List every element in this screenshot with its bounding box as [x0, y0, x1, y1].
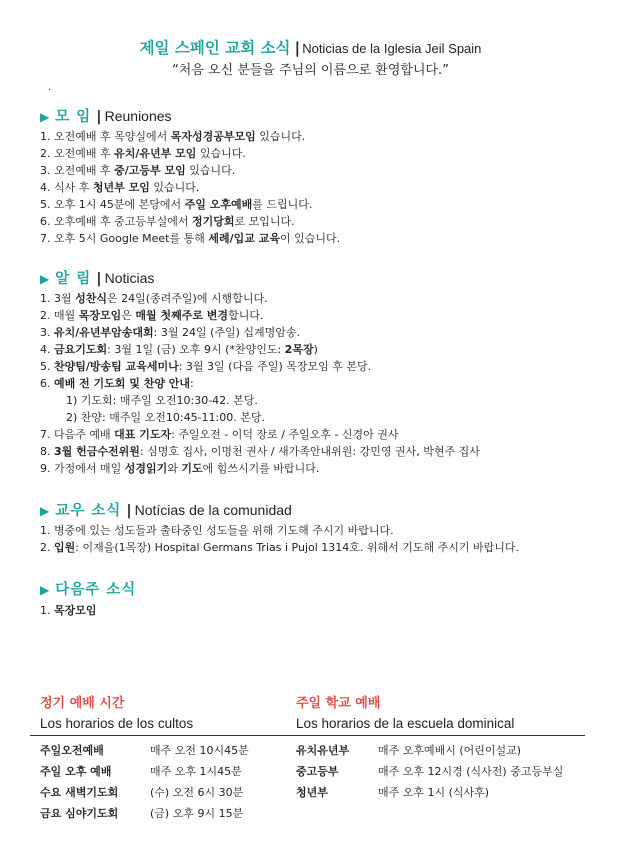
- worship-title-spanish: Los horarios de los cultos: [40, 716, 194, 731]
- schedule-row: [40, 740, 249, 761]
- section-heading: [40, 268, 600, 290]
- list-item: [40, 290, 600, 307]
- item-text: 합니다.: [228, 309, 264, 322]
- section-meetings: [40, 106, 600, 247]
- sunday-school-title-spanish: Los horarios de la escuela dominical: [296, 716, 515, 731]
- item-text: 3.: [40, 326, 54, 339]
- emphasis-text: 목장모임: [54, 604, 97, 617]
- item-text: 1. 오전예배 후 목양실에서: [40, 130, 171, 143]
- item-text: ): [313, 343, 318, 356]
- list-item: [40, 409, 600, 426]
- list-item: [40, 426, 600, 443]
- section-heading: [40, 580, 600, 602]
- heading-korean: 모 임: [55, 109, 92, 125]
- item-text: : 3월 24일 (주일) 십계명암송.: [153, 326, 301, 339]
- emphasis-text: 2목장: [284, 343, 314, 356]
- sunday-school-schedule: [296, 740, 563, 803]
- play-arrow-icon: ▶: [40, 110, 50, 124]
- service-time: 매주 오후 1시 (식사후): [378, 786, 490, 799]
- item-text: 있습니다.: [149, 181, 200, 194]
- item-text: 있습니다.: [185, 164, 236, 177]
- emphasis-text: 세례/입교 교육: [208, 232, 280, 245]
- list-item: [40, 230, 600, 247]
- service-name: 주일 오후 예배: [40, 765, 112, 778]
- item-text: 1. 병중에 있는 성도들과 출타중인 성도들을 위해 기도해 주시기 바랍니다.: [40, 524, 394, 537]
- emphasis-text: 매월 첫째주로 변경: [135, 309, 229, 322]
- item-text: 1.: [40, 604, 54, 617]
- service-name: 금요 심야기도회: [40, 807, 119, 820]
- worship-times-heading: [40, 695, 193, 733]
- list-item: [40, 375, 600, 392]
- service-name: 청년부: [296, 786, 328, 799]
- item-text: 로 모입니다.: [234, 215, 295, 228]
- divider: [30, 735, 585, 736]
- play-arrow-icon: ▶: [40, 272, 50, 286]
- item-text: : 3월 3일 (다음 주일) 목장모임 후 본당.: [178, 360, 372, 373]
- schedule-row: [296, 782, 563, 803]
- item-text: 이 있습니다.: [279, 232, 341, 245]
- item-text: 2. 매월: [40, 309, 79, 322]
- list-item: [40, 179, 600, 196]
- heading-separator: |: [96, 109, 102, 125]
- item-text: 7. 다음주 예배: [40, 428, 115, 441]
- service-time: (금) 오후 9시 15분: [150, 807, 244, 820]
- emphasis-text: 입원: [54, 541, 76, 554]
- sunday-school-title-korean: 주일 학교 예배: [296, 696, 381, 711]
- list-item: [40, 307, 600, 324]
- play-arrow-icon: ▶: [40, 583, 50, 597]
- worship-title-korean: 정기 예배 시간: [40, 696, 125, 711]
- emphasis-text: 금요기도회: [54, 343, 108, 356]
- item-text: 2) 찬양: 매주일 오전10:45-11:00. 본당.: [66, 411, 265, 424]
- list-item: [40, 196, 600, 213]
- emphasis-text: 정기당회: [192, 215, 235, 228]
- emphasis-text: 유치/유년부암송대회: [54, 326, 154, 339]
- list-item: [40, 213, 600, 230]
- heading-separator: |: [96, 271, 102, 287]
- section-next-week: [40, 580, 600, 619]
- heading-spanish: Notícias de la comunidad: [134, 502, 292, 518]
- item-text: 2. 오전예배 후: [40, 147, 115, 160]
- stray-dot: .: [48, 82, 52, 93]
- list-item: [40, 602, 600, 619]
- item-text: 3. 오전예배 후: [40, 164, 115, 177]
- section-community: [40, 500, 600, 556]
- schedule-row: [40, 761, 249, 782]
- emphasis-text: 3월 헌금수전위원: [54, 445, 140, 458]
- page-title: [0, 38, 621, 59]
- section-heading: [40, 500, 600, 522]
- service-time: (수) 오전 6시 30분: [150, 786, 244, 799]
- item-text: :: [190, 377, 194, 390]
- list-item: [40, 443, 600, 460]
- item-text: 4. 식사 후: [40, 181, 93, 194]
- schedule-row: [296, 761, 563, 782]
- item-text: 9. 가정에서 매일: [40, 462, 125, 475]
- item-text: 7. 오후 5시 Google Meet를 통해: [40, 232, 209, 245]
- item-text: 2.: [40, 541, 54, 554]
- emphasis-text: 기도: [181, 462, 203, 475]
- section-heading: [40, 106, 600, 128]
- list-item: [40, 128, 600, 145]
- item-text: : 이재을(1목장) Hospital Germans Trias i Pujol 1314호. 위해서 기도해 주시기 바랍니다.: [75, 541, 520, 554]
- item-text: 와: [167, 462, 182, 475]
- heading-separator: |: [126, 503, 132, 519]
- list-item: [40, 162, 600, 179]
- list-item: [40, 392, 600, 409]
- heading-korean: 알 림: [55, 271, 92, 287]
- community-list: [40, 522, 600, 556]
- play-arrow-icon: ▶: [40, 504, 50, 518]
- welcome-subtitle: “처음 오신 분들을 주님의 이름으로 환영합니다.”: [172, 63, 449, 78]
- item-text: : 주일오전 - 이덕 장로 / 주일오후 - 신경아 권사: [171, 428, 399, 441]
- item-text: 에 힘쓰시기를 바랍니다.: [202, 462, 320, 475]
- item-text: 1) 기도회: 매주일 오전10:30-42. 본당.: [66, 394, 258, 407]
- item-text: : 3월 1일 (금) 오후 9시 (*찬양인도:: [107, 343, 285, 356]
- next-week-list: [40, 602, 600, 619]
- item-text: 은: [121, 309, 136, 322]
- service-time: 매주 오후예배시 (어린이설교): [378, 744, 522, 757]
- item-text: 를 드립니다.: [252, 198, 313, 211]
- service-time: 매주 오후 12시경 (식사전) 중고등부실: [378, 765, 564, 778]
- heading-spanish: Reuniones: [104, 108, 172, 124]
- service-time: 매주 오전 10시45분: [150, 744, 249, 757]
- section-news: [40, 268, 600, 477]
- title-korean: 제일 스페인 교회 소식: [139, 39, 291, 57]
- heading-spanish: Noticias: [104, 270, 155, 286]
- emphasis-text: 성경읽기: [124, 462, 168, 475]
- title-separator: |: [294, 39, 301, 57]
- heading-korean: 다음주 소식: [55, 582, 137, 598]
- emphasis-text: 중/고등부 모임: [114, 164, 186, 177]
- emphasis-text: 목자성경공부모임: [170, 130, 256, 143]
- service-name: 유치유년부: [296, 744, 350, 757]
- service-name: 중고등부: [296, 765, 339, 778]
- schedule-row: [40, 803, 249, 824]
- list-item: [40, 358, 600, 375]
- item-text: 있습니다.: [255, 130, 306, 143]
- emphasis-text: 유치/유년부 모임: [114, 147, 197, 160]
- emphasis-text: 예배 전 기도회 및 찬양 안내: [54, 377, 191, 390]
- emphasis-text: 목장모임: [78, 309, 122, 322]
- item-text: 6.: [40, 377, 54, 390]
- schedule-row: [296, 740, 563, 761]
- item-text: 6. 오후예배 후 중고등부실에서: [40, 215, 192, 228]
- item-text: 4.: [40, 343, 54, 356]
- list-item: [40, 341, 600, 358]
- heading-korean: 교우 소식: [55, 503, 122, 519]
- item-text: 5. 오후 1시 45분에 본당에서: [40, 198, 185, 211]
- emphasis-text: 대표 기도자: [114, 428, 172, 441]
- worship-schedule: [40, 740, 249, 824]
- service-time: 매주 오후 1시45분: [150, 765, 242, 778]
- emphasis-text: 청년부 모임: [92, 181, 150, 194]
- emphasis-text: 주일 오후예배: [184, 198, 253, 211]
- item-text: 8.: [40, 445, 54, 458]
- item-text: 5.: [40, 360, 54, 373]
- emphasis-text: 찬양팀/방송팀 교육세미나: [54, 360, 179, 373]
- service-name: 수요 새벽기도회: [40, 786, 119, 799]
- title-spanish: Noticias de la Iglesia Jeil Spain: [302, 41, 482, 56]
- item-text: 1. 3월: [40, 292, 76, 305]
- list-item: [40, 522, 600, 539]
- emphasis-text: 성찬식: [75, 292, 108, 305]
- list-item: [40, 460, 600, 477]
- list-item: [40, 324, 600, 341]
- list-item: [40, 539, 600, 556]
- item-text: 은 24일(종려주일)에 시행합니다.: [107, 292, 268, 305]
- sunday-school-heading: [296, 695, 514, 733]
- news-list: [40, 290, 600, 477]
- meetings-list: [40, 128, 600, 247]
- list-item: [40, 145, 600, 162]
- schedule-row: [40, 782, 249, 803]
- item-text: 있습니다.: [196, 147, 246, 160]
- item-text: : 심명호 집사, 이명천 권사 / 새가족안내위원: 강민영 권사, 박현주 집사: [139, 445, 480, 458]
- service-name: 주일오전예배: [40, 744, 104, 757]
